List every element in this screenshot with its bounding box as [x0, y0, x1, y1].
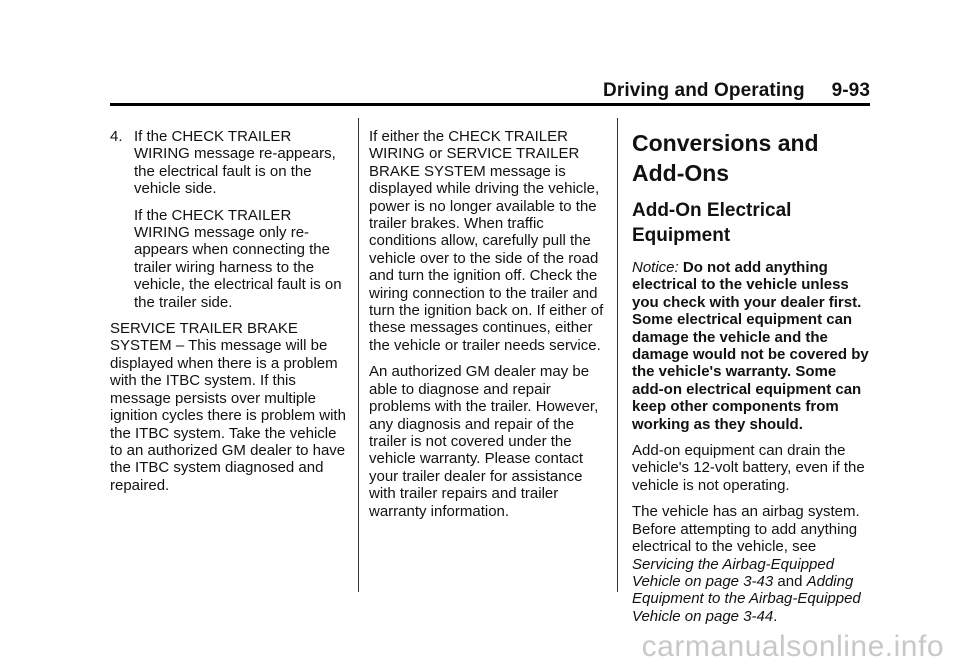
page-reference-link[interactable]: Servicing the Airbag-Equipped Vehicle on page 3-43: [632, 555, 835, 590]
column-2: [369, 128, 605, 529]
notice: [632, 259, 872, 433]
paragraph: If either the CHECK TRAILER WIRING or SERVICE TRAILER BRAKE SYSTEM message is displayed while driving the vehicle, power is no longer available to the trailer brakes. When traffic conditions allow, carefully pull the vehicle over to the side of the road and turn the ignition off. Check the wiring connection to the trailer and turn the ignition back on. If either of these messages continues, either the vehicle or trailer needs service.: [369, 128, 604, 354]
header-rule: [110, 103, 870, 106]
page-header: [110, 80, 870, 104]
page-number: 9-93: [831, 80, 870, 101]
list-item: [110, 128, 350, 311]
page-reference-link[interactable]: Adding Equipment to the Airbag-Equipped Vehicle on page 3-44: [632, 572, 861, 625]
watermark: carmanualsonline.info: [641, 630, 944, 663]
notice-text: Do not add anything electrical to the vehicle unless you check with your dealer first. Some electrical equipment can damage the vehicle and the damage would not be covered by the vehicle's warranty. Some add-on electrical equipment can keep other components from working as they should.: [632, 259, 869, 433]
paragraph-text: The vehicle has an airbag system. Before attempting to add anything electrical to the vehicle, see: [632, 503, 860, 556]
column-3: [632, 128, 872, 634]
notice-label: Notice:: [632, 259, 679, 276]
paragraph: If the CHECK TRAILER WIRING message only re-appears when connecting the trailer wiring harness to the vehicle, the electrical fault is on the trailer side.: [134, 206, 342, 311]
paragraph-text: .: [773, 607, 778, 625]
column-1: [110, 128, 350, 503]
subsection-heading: Add-On Electrical Equipment: [632, 200, 792, 246]
column-divider: [617, 118, 618, 592]
column-divider: [358, 118, 359, 592]
paragraph: If the CHECK TRAILER WIRING message re-appears, the electrical fault is on the vehicle side.: [134, 128, 336, 198]
paragraph: Add-on equipment can drain the vehicle's 12-volt battery, even if the vehicle is not operating.: [632, 442, 865, 494]
section-heading: Conversions and Add-Ons: [632, 130, 819, 186]
header-title: [603, 80, 870, 102]
paragraph: [632, 503, 872, 625]
paragraph: SERVICE TRAILER BRAKE SYSTEM – This message will be displayed when there is a problem with the ITBC system. If this message persists over multiple ignition cycles there is problem with the ITBC system. Take the vehicle to an authorized GM dealer to have the ITBC system diagnosed and repaired.: [110, 320, 346, 494]
item-number: 4.: [110, 128, 123, 145]
section-title: Driving and Operating: [603, 80, 805, 101]
paragraph-text: and: [777, 572, 803, 590]
paragraph: An authorized GM dealer may be able to diagnose and repair problems with the trailer. However, any diagnosis and repair of the trailer is not covered under the vehicle warranty. Please contact your trailer dealer for assistance with trailer repairs and trailer warranty information.: [369, 363, 599, 520]
